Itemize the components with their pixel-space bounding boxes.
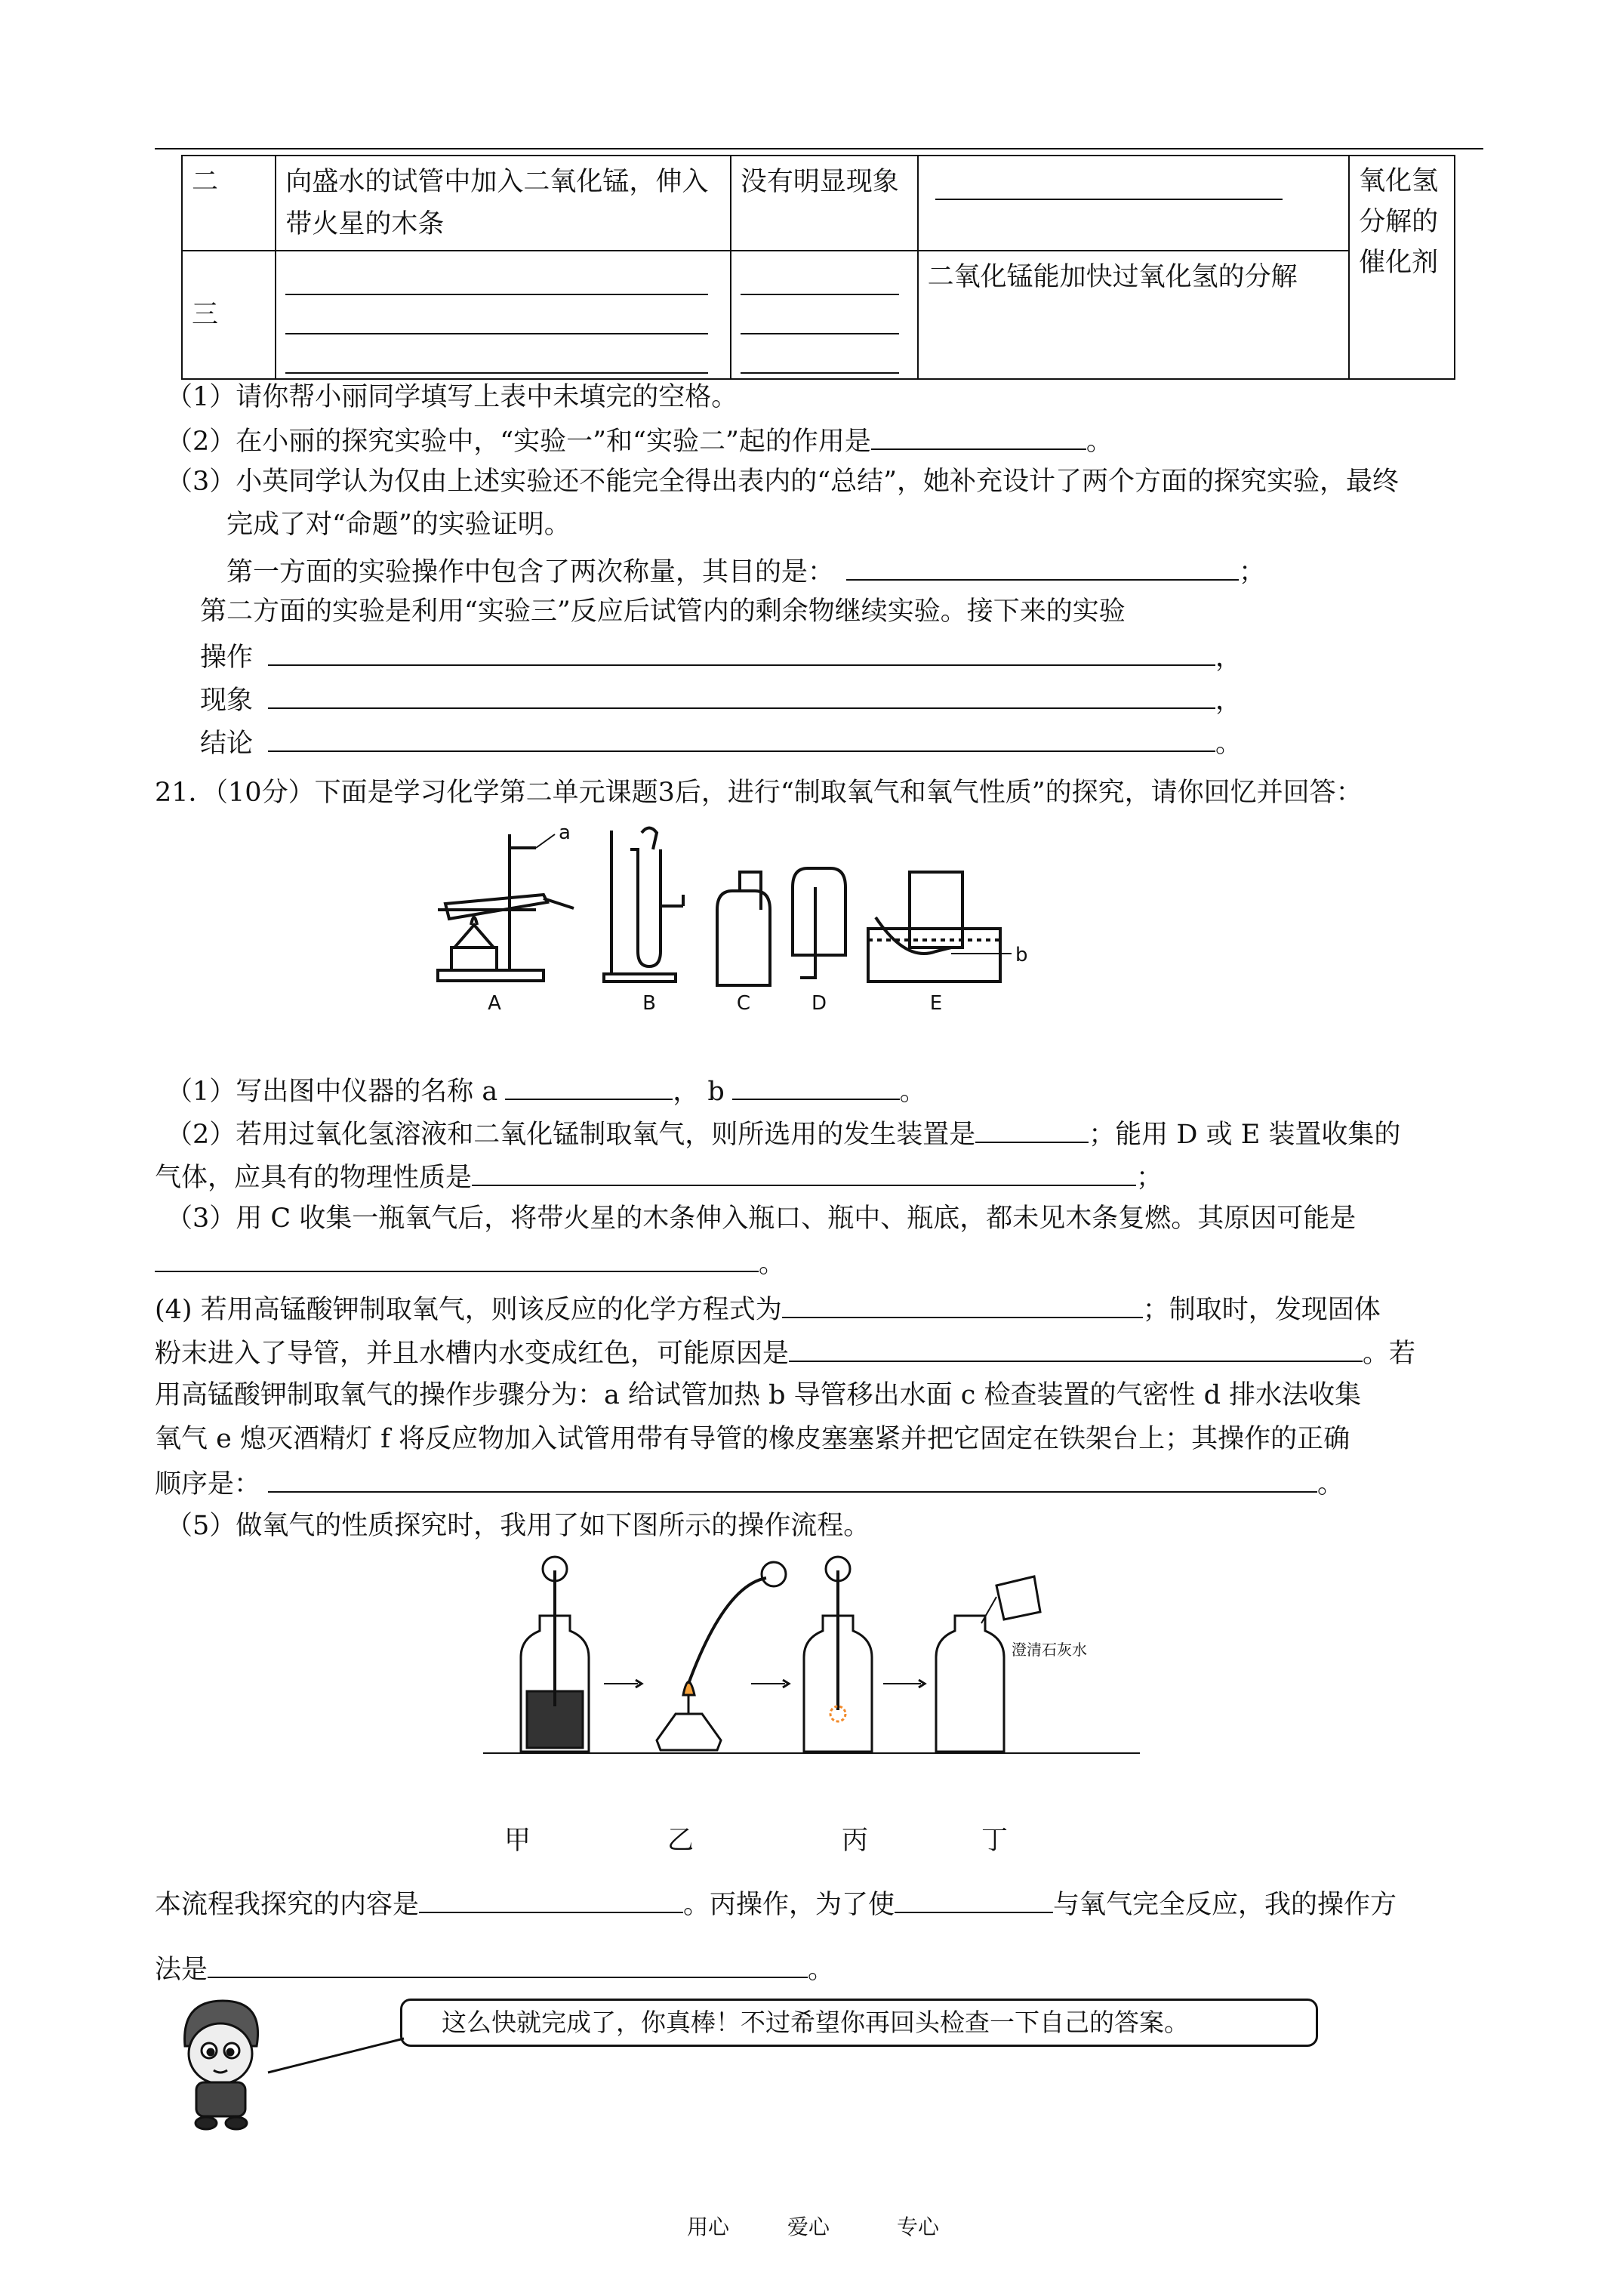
q21-part1-text: （1）写出图中仪器的名称 a (166, 1077, 498, 1107)
answer-blank[interactable] (285, 295, 708, 334)
header-rule (155, 148, 1483, 149)
answer-blank[interactable] (871, 424, 1086, 450)
jar-jia (521, 1557, 589, 1752)
q20-part2-text: （2）在小丽的探究实验中，“实验一”和“实验二”起的作用是 (166, 427, 871, 457)
answer-blank[interactable] (505, 1074, 673, 1100)
q20-phenomenon-line (200, 683, 1242, 716)
answer-blank[interactable] (208, 1952, 808, 1978)
flow-label-ding: 丁 (981, 1826, 1009, 1856)
q21-part4-line4: 氧气 e 熄灭酒精灯 f 将反应物加入试管用带有导管的橡皮塞塞紧并把它固定在铁架台上；其操作的正确 (155, 1424, 1350, 1454)
punct: ； (1239, 557, 1266, 587)
q21-conclusion-line1 (155, 1888, 1397, 1920)
flow-label-jia: 甲 (504, 1826, 531, 1856)
q21-part4-line5 (155, 1467, 1344, 1499)
row-number-text: 三 (192, 300, 219, 330)
apparatus-e (868, 872, 1012, 982)
q21-part1 (166, 1074, 926, 1107)
summary-cell (1349, 156, 1455, 379)
q21-part2-text2: 气体，应具有的物理性质是 (155, 1163, 473, 1193)
jar-ding (936, 1576, 1040, 1752)
answer-blank[interactable] (268, 726, 1215, 752)
answer-blank[interactable] (895, 1888, 1053, 1913)
punct: ， (1215, 686, 1243, 716)
operation-cell (276, 251, 730, 379)
q21-part2-line1 (166, 1117, 1400, 1150)
phenomenon-text: 没有明显现象 (740, 167, 899, 197)
conclusion-text: 二氧化锰能加快过氧化氢的分解 (927, 262, 1298, 292)
q21-part4-text5: 顺序是： (155, 1469, 261, 1499)
answer-blank[interactable] (935, 161, 1283, 200)
q20-part3-line1: （3）小英同学认为仅由上述实验还不能完全得出表内的“总结”，她补充设计了两个方面的探究实验，最终 (166, 467, 1400, 497)
row-number (182, 251, 276, 379)
answer-blank[interactable] (268, 640, 1215, 666)
footer-item: 爱心 (787, 2214, 830, 2239)
q21-conclusion-tail: 与氧气完全反应，我的操作方 (1053, 1890, 1397, 1920)
lamp-yi (657, 1562, 786, 1750)
punct: 。 (759, 1249, 786, 1279)
punct: ， (1215, 643, 1243, 673)
summary-text: 氧化氢分解的催化剂 (1359, 166, 1439, 278)
answer-blank[interactable] (741, 256, 899, 295)
first-aspect-text: 第一方面的实验操作中包含了两次称量，其目的是： (226, 557, 835, 587)
flow-label-bing: 丙 (842, 1826, 869, 1856)
q21-part2-text: （2）若用过氧化氢溶液和二氧化锰制取氧气，则所选用的发生装置是 (166, 1120, 976, 1150)
label-d: D (811, 992, 827, 1015)
footer-item: 专心 (897, 2214, 940, 2239)
q21-part4-text: (4) 若用高锰酸钾制取氧气，则该反应的化学方程式为 (155, 1295, 782, 1325)
q21-part4-tail: ；制取时，发现固体 (1142, 1295, 1381, 1325)
experiment-table (181, 155, 1455, 380)
footer-item: 用心 (687, 2214, 730, 2239)
phenomenon-label: 现象 (200, 686, 254, 716)
phenomenon-cell (731, 156, 918, 251)
q21-part4-line2 (155, 1336, 1415, 1369)
row-number (182, 156, 276, 251)
label-e: E (929, 992, 943, 1015)
q21-conclusion-line2 (155, 1952, 834, 1985)
q21-conclusion-text2: 法是 (155, 1955, 208, 1985)
apparatus-b (604, 828, 683, 982)
punct: 。 (899, 1077, 926, 1107)
cartoon-character (170, 1993, 419, 2144)
table-row (182, 156, 1455, 251)
punct: 。 (1215, 729, 1243, 759)
answer-blank[interactable] (419, 1888, 683, 1913)
answer-blank[interactable] (782, 1293, 1143, 1318)
conclusion-cell (918, 251, 1350, 379)
answer-blank[interactable] (846, 555, 1239, 581)
q21-part1-mid: ， b (673, 1077, 725, 1107)
q21-part4-tail2: 。若 (1363, 1339, 1416, 1369)
operation-text: 向盛水的试管中加入二氧化锰，伸入带火星的木条 (285, 167, 709, 239)
conclusion-label: 结论 (200, 729, 254, 759)
apparatus-a (438, 834, 574, 981)
q21-part3-line1: （3）用 C 收集一瓶氧气后，将带火星的木条伸入瓶口、瓶中、瓶底，都未见木条复燃。其原因可能是 (166, 1203, 1357, 1234)
punct: 。 (1086, 427, 1113, 457)
q21-part2-line2 (155, 1160, 1163, 1193)
q21-part5: （5）做氧气的性质探究时，我用了如下图所示的操作流程。 (166, 1511, 870, 1541)
punct: 。 (1317, 1469, 1344, 1499)
answer-blank[interactable] (975, 1117, 1089, 1143)
apparatus-c (717, 872, 770, 985)
q21-part3-line2 (155, 1247, 785, 1279)
q20-conclusion-line (200, 726, 1242, 759)
answer-blank[interactable] (268, 683, 1215, 709)
q21-part4-line1 (155, 1293, 1381, 1325)
row-number-text: 二 (192, 167, 219, 197)
answer-blank[interactable] (285, 256, 708, 295)
conclusion-cell (918, 156, 1350, 251)
lime-water-label: 澄清石灰水 (1012, 1641, 1087, 1659)
pointer-a-label: a (559, 821, 571, 844)
label-a: A (488, 992, 501, 1015)
q20-part3-second-aspect: 第二方面的实验是利用“实验三”反应后试管内的剩余物继续实验。接下来的实验 (200, 596, 1126, 627)
answer-blank[interactable] (285, 334, 708, 374)
answer-blank[interactable] (732, 1074, 900, 1100)
q21-part2-tail: ；能用 D 或 E 装置收集的 (1089, 1120, 1401, 1150)
q20-operation-line (200, 640, 1242, 673)
apparatus-d (793, 868, 845, 978)
phenomenon-cell (731, 251, 918, 379)
punct: ； (1136, 1163, 1163, 1193)
q20-part3-first-aspect (226, 555, 1265, 587)
answer-blank[interactable] (155, 1247, 759, 1272)
q20-part1: （1）请你帮小丽同学填写上表中未填完的空格。 (166, 382, 738, 412)
apparatus-figure (423, 819, 1102, 1015)
operation-label: 操作 (200, 643, 254, 673)
q20-part2 (166, 424, 1113, 457)
speech-bubble-text: 这么快就完成了，你真棒！不过希望你再回头检查一下自己的答案。 (442, 2008, 1189, 2037)
q21-title: 21．（10分）下面是学习化学第二单元课题3后，进行“制取氧气和氧气性质”的探究，请你回忆并回答： (155, 778, 1363, 808)
answer-blank[interactable] (472, 1160, 1136, 1186)
flow-figure (476, 1555, 1155, 1804)
label-b: B (642, 992, 656, 1015)
answer-blank[interactable] (741, 334, 899, 374)
q21-part4-text2: 粉末进入了导管，并且水槽内水变成红色，可能原因是 (155, 1339, 790, 1369)
answer-blank[interactable] (268, 1467, 1317, 1493)
answer-blank[interactable] (741, 295, 899, 334)
operation-cell (276, 156, 730, 251)
jar-bing (804, 1557, 872, 1752)
punct: 。 (808, 1955, 835, 1985)
table-row (182, 251, 1455, 379)
pointer-b-label: b (1015, 944, 1028, 966)
q21-part4-line3: 用高锰酸钾制取氧气的操作步骤分为：a 给试管加热 b 导管移出水面 c 检查装置的气密性 d 排水法收集 (155, 1380, 1362, 1410)
q20-part3-line2: 完成了对“命题”的实验证明。 (226, 510, 571, 540)
q21-conclusion-mid: 。丙操作，为了使 (683, 1890, 895, 1920)
label-c: C (736, 992, 751, 1015)
flow-label-yi: 乙 (667, 1826, 694, 1856)
answer-blank[interactable] (789, 1336, 1363, 1362)
q21-conclusion-text: 本流程我探究的内容是 (155, 1890, 420, 1920)
